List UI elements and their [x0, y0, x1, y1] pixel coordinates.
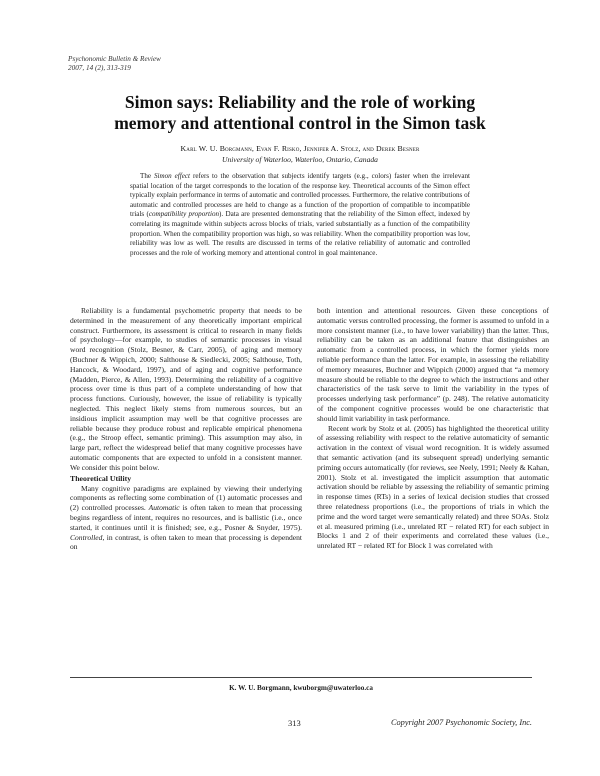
abstract-part-2: refers to the observation that subjects identify targets (e.g., colors) faster when the irrelevant spatial location of the target corresponds to the location of the response key. Theoretical accounts of the Simon effect typically explain performance in terms of automatic and controlled processes. Furthermore, the relative contributions of automatic and controlled processes are held to change as a function of the proportion of compatible to incompatible trials ( — [130, 172, 470, 219]
affiliation: University of Waterloo, Waterloo, Ontario, Canada — [222, 155, 378, 164]
title-line-2: memory and attentional control in the Simon task — [114, 113, 486, 133]
journal-volume: 2007, 14 (2), 313-319 — [68, 64, 131, 72]
paragraph-continued: both intention and attentional resources. Given these conceptions of automatic versus controlled processing, the former is assumed to unfold in a more consistent manner (i.e., to have lower variability) than the latter. Thus, reliability can be taken as an additional feature that distinguishes an automatic from a controlled process, in which the former yields more reliable performance than the latter. For example, in assessing the reliability of memory measures, Buchner and Wippich (2000) argued that “a memory measure should be reliable to the degree to which the instructions and other characteristics of the task serve to limit the variability in the types of processes underlying task performance” (p. 248). The relative automaticity of the component cognitive processes would be one characteristic that should limit variability in task performance. — [317, 306, 549, 423]
para2-part-c: , in contrast, is often taken to mean that processing is dependent on — [70, 532, 302, 552]
title-line-1: Simon says: Reliability and the role of working — [124, 92, 476, 112]
term-controlled: Controlled — [70, 532, 103, 542]
journal-name: Psychonomic Bulletin & Review — [68, 55, 161, 63]
body-column-left — [70, 306, 302, 552]
abstract-part-3: ). Data are presented demonstrating that the reliability of the Simon effect, indexed by correlating its magnitude within subjects across blocks of trials, varied substantially as a function of the compatibility proportion. When the compatibility proportion was high, so was reliability. When the compatibility proportion was low, reliability was low as well. The results are discussed in terms of the relative reliability of automatic and controlled processes and the role of working memory and attentional control in goal maintenance. — [130, 210, 471, 257]
section-heading-theoretical-utility: Theoretical Utility — [70, 473, 132, 483]
paper-title — [40, 92, 560, 134]
paragraph-intro: Reliability is a fundamental psychometric property that needs to be determined in the measurement of any theoretically important empirical construct. Furthermore, its assessment is critical to research in many fields of psychology—for example, to studies of semantic processes in visual word recognition (Stolz, Besner, & Carr, 2005), of aging and memory (Buchner & Wippich, 2000; Salthouse & Siedlecki, 2005; Salthouse, Toth, Hancock, & Woodard, 1997), and of aging and cognitive performance (Madden, Pierce, & Allen, 1993). Determining the reliability of a cognitive process over time is thus part of a complete understanding of how that process functions. Curiously, however, the issue of reliability is typically neglected. This neglect likely stems from numerous sources, but an insidious implicit assumption may well be that cognitive processes are reliable because they produce robust and replicable empirical phenomena (e.g., the Stroop effect, semantic priming). This assumption may also, in large part, reflect the widespread belief that many cognitive processes have automatic components that are expected to unfold in a consistent manner. We consider this point below. — [70, 306, 302, 472]
body-column-right — [317, 306, 549, 551]
correspondence-footnote: K. W. U. Borgmann, kwuborgm@uwaterloo.ca — [229, 684, 373, 692]
abstract — [130, 172, 470, 258]
abstract-term-simon-effect: Simon effect — [153, 172, 191, 180]
journal-header — [68, 55, 161, 73]
paragraph-theoretical-utility — [70, 484, 302, 553]
abstract-part-1: The — [140, 172, 154, 180]
para2-part-a: Many cognitive paradigms are explained by viewing their underlying components as reflecting some combination of (1) automatic processes and (2) controlled processes. — [70, 483, 302, 513]
footnote-divider — [70, 677, 532, 678]
abstract-term-compatibility: compatibility proportion — [148, 210, 220, 219]
para2-part-b: is often taken to mean that processing begins regardless of intent, requires no resources, and is ballistic (i.e., once started, it continues until it is finished; see, e.g., Posner & Snyder, 1975). — [70, 503, 302, 532]
author-list: Karl W. U. Borgmann, Evan F. Risko, Jennifer A. Stolz, and Derek Besner — [180, 144, 420, 153]
paragraph-recent-work: Recent work by Stolz et al. (2005) has highlighted the theoretical utility of assessing reliability with respect to the relative automaticity of semantic activation in the context of visual word recognition. It is widely assumed that semantic activation (and its subsequent spread) underlying semantic priming occurs automatically (for reviews, see Neely, 1991; Neely & Kahan, 2001). Stolz et al. investigated the implicit assumption that automatic activation should be reliable by assessing the reliability of semantic priming in response times (RTs) in a series of lexical decision studies that crossed three relatedness proportions (i.e., the proportions of trials in which the prime and the word target were semantically related) and three SOAs. Stolz et al. measured priming (i.e., unrelated RT − related RT) for each subject in Blocks 1 and 2 of their experiments and correlated these values (i.e., unrelated RT − related RT for Block 1 was correlated with — [317, 423, 549, 551]
copyright-notice: Copyright 2007 Psychonomic Society, Inc. — [390, 718, 532, 727]
page-number: 313 — [288, 718, 301, 728]
term-automatic: Automatic — [148, 503, 180, 513]
